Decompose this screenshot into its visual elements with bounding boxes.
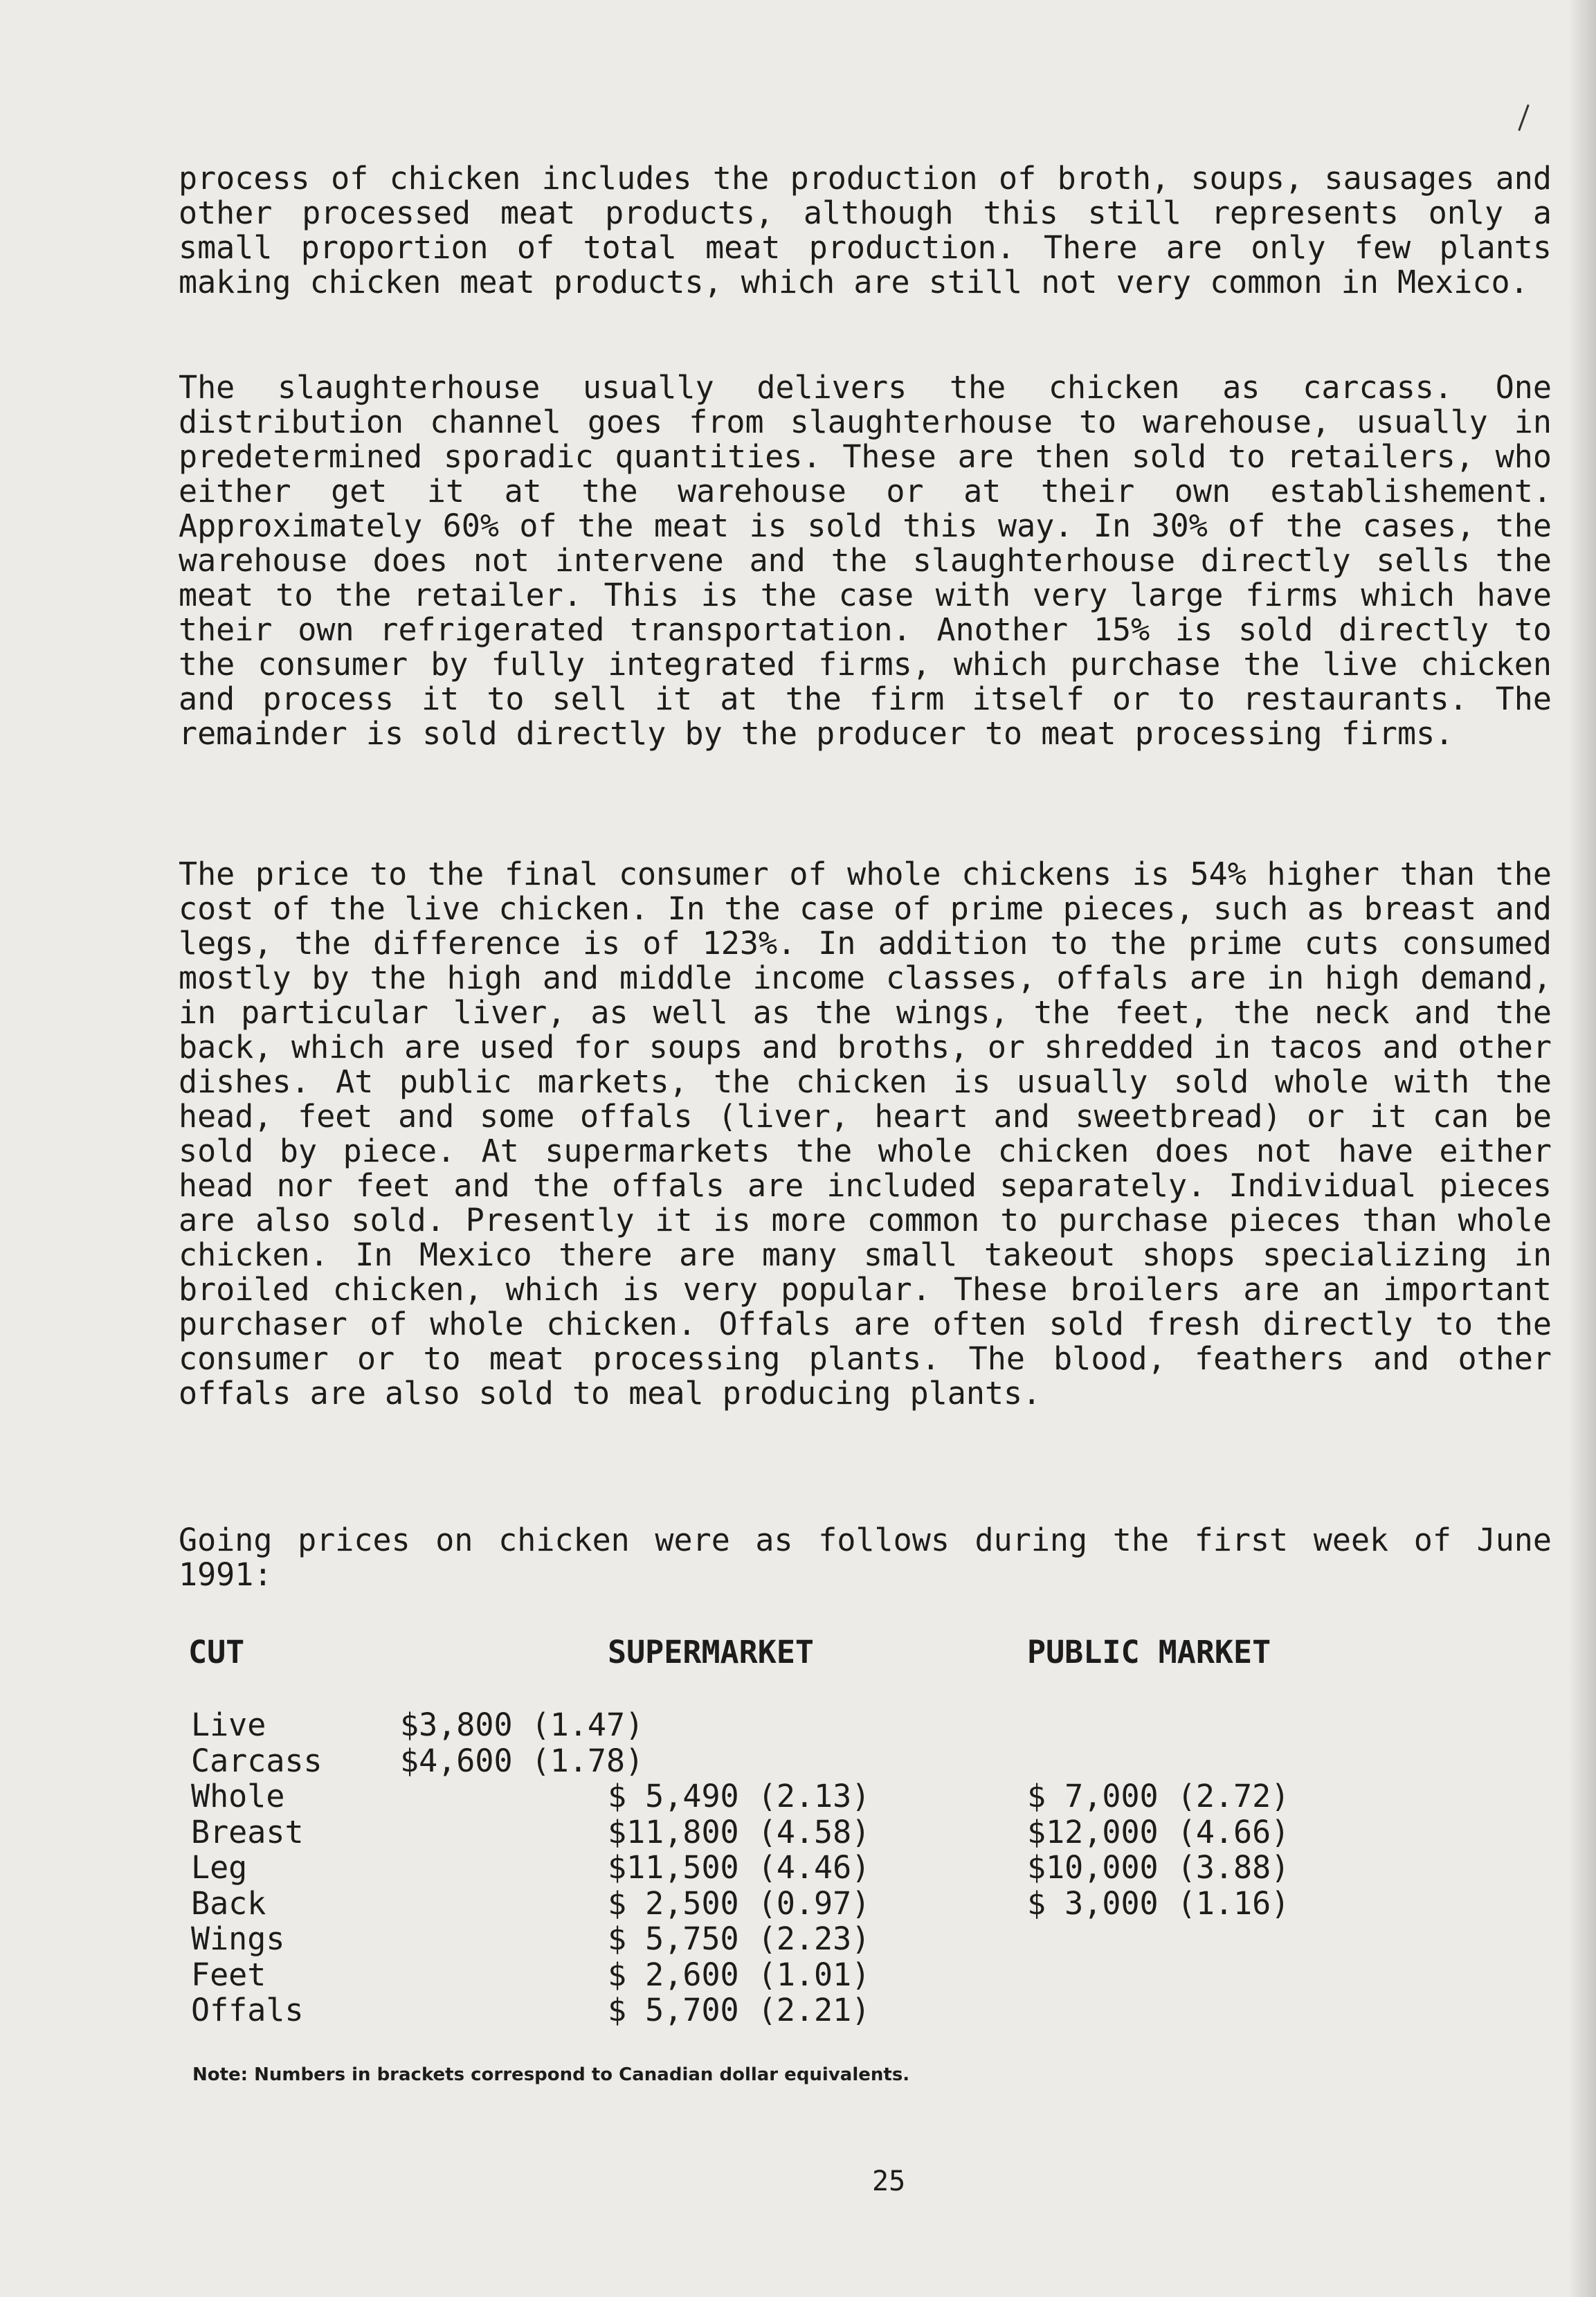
cell-cut: Whole: [191, 1778, 285, 1814]
cell-cut: Carcass: [191, 1742, 323, 1779]
paragraph-chicken-processing: process of chicken includes the production of broth, soups, sausages and other processed meat products, although this still represents only a small proportion of total meat production. There are only few plants making chicken meat products, which are still not very common in Mexico.: [179, 160, 1552, 300]
table-row: [0, 1956, 1596, 1992]
header-supermarket: SUPERMARKET: [608, 1634, 815, 1670]
table-row: [0, 1814, 1596, 1850]
table-note: Note: Numbers in brackets correspond to Canadian dollar equivalents.: [192, 2064, 910, 2085]
cell-farm-price: $4,600 (1.78): [400, 1742, 644, 1779]
cell-cut: Back: [191, 1884, 266, 1922]
cell-supermarket-price: $ 2,600 (1.01): [608, 1956, 871, 1993]
cell-cut: Feet: [191, 1956, 266, 1993]
table-row: [0, 1778, 1596, 1814]
cell-supermarket-price: $ 5,750 (2.23): [608, 1920, 871, 1957]
cell-supermarket-price: $ 5,700 (2.21): [608, 1992, 871, 2028]
paragraph-going-prices: Going prices on chicken were as follows during the first week of June 1991:: [179, 1522, 1552, 1593]
cell-cut: Wings: [191, 1920, 285, 1957]
header-cut: CUT: [188, 1634, 245, 1670]
table-row: [0, 1742, 1596, 1778]
cell-public-market-price: $ 7,000 (2.72): [1027, 1778, 1290, 1814]
table-row: [0, 1849, 1596, 1885]
table-row: [0, 1706, 1596, 1742]
table-row: [0, 1992, 1596, 2028]
table-row: [0, 1885, 1596, 1921]
cell-supermarket-price: $ 2,500 (0.97): [608, 1884, 871, 1922]
cell-cut: Leg: [191, 1849, 248, 1886]
table-row: [0, 1920, 1596, 1956]
cell-cut: Breast: [191, 1813, 304, 1850]
cell-public-market-price: $12,000 (4.66): [1027, 1813, 1290, 1850]
scan-mark: [1518, 105, 1530, 132]
cell-supermarket-price: $ 5,490 (2.13): [608, 1778, 871, 1814]
cell-farm-price: $3,800 (1.47): [400, 1706, 644, 1743]
header-public-market: PUBLIC MARKET: [1027, 1634, 1271, 1670]
paragraph-distribution: The slaughterhouse usually delivers the chicken as carcass. One distribution channel goes from slaughterhouse to warehouse, usually in predetermined sporadic quantities. These are then sold to retailers, who either get it at the warehouse or at their own establishement. Approximately 60% of the meat is sold this way. In 30% of the cases, the warehouse does not intervene and the slaughterhouse directly sells the meat to the retailer. This is the case with very large firms which have their own refrigerated transportation. Another 15% is sold directly to the consumer by fully integrated firms, which purchase the live chicken and process it to sell it at the firm itself or to restaurants. The remainder is sold directly by the producer to meat processing firms.: [179, 369, 1552, 752]
cell-cut: Offals: [191, 1992, 304, 2028]
cell-supermarket-price: $11,800 (4.58): [608, 1813, 871, 1850]
paragraph-consumer-price: The price to the final consumer of whole chickens is 54% higher than the cost of the live chicken. In the case of prime pieces, such as breast and legs, the difference is of 123%. In addition to the prime cuts consumed mostly by the high and middle income classes, offals are in high demand, in particular liver, as well as the wings, the feet, the neck and the back, which are used for soups and broths, or shredded in tacos and other dishes. At public markets, the chicken is usually sold whole with the head, feet and some offals (liver, heart and sweetbread) or it can be sold by piece. At supermarkets the whole chicken does not have either head nor feet and the offals are included separately. Individual pieces are also sold. Presently it is more common to purchase pieces than whole chicken. In Mexico there are many small takeout shops specializing in broiled chicken, which is very popular. These broilers are an important purchaser of whole chicken. Offals are often sold fresh directly to the consumer or to meat processing plants. The blood, feathers and other offals are also sold to meal producing plants.: [179, 856, 1552, 1412]
page-number: 25: [872, 2165, 906, 2197]
price-table-body: [0, 1706, 1596, 2028]
cell-public-market-price: $10,000 (3.88): [1027, 1849, 1290, 1886]
cell-public-market-price: $ 3,000 (1.16): [1027, 1884, 1290, 1922]
cell-cut: Live: [191, 1706, 266, 1743]
cell-supermarket-price: $11,500 (4.46): [608, 1849, 871, 1886]
